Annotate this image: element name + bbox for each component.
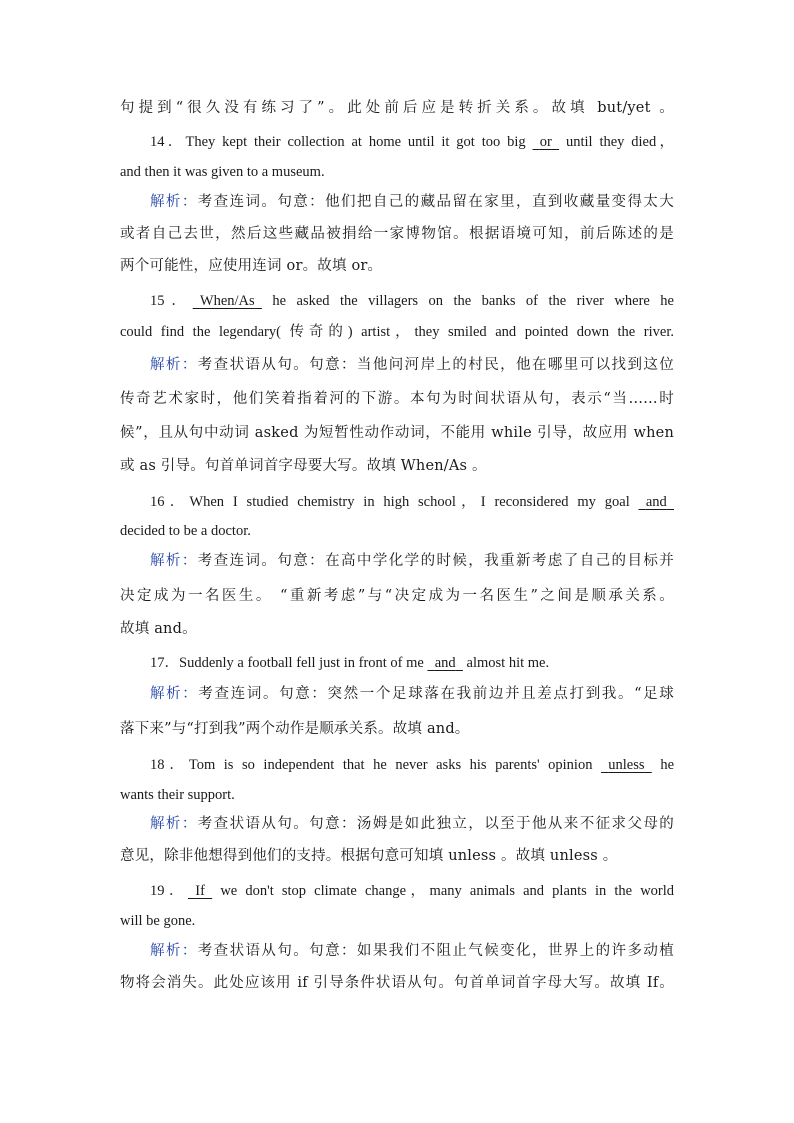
question-18-cont	[120, 785, 674, 805]
explanation-text: 考查状语从句。句意：如果我们不阻止气候变化，世界上的许多动植	[197, 943, 674, 959]
explanation-17-line2	[120, 719, 674, 739]
explanation-15-line4	[120, 456, 674, 476]
question-16	[150, 492, 674, 512]
question-text: decided to be a doctor.	[120, 523, 251, 539]
answer-blank: When/As	[199, 293, 255, 309]
question-text: he asked the villagers on the banks of the river where he	[272, 293, 674, 309]
explanation-text: 决定成为一名医生。 “重新考虑”与“决定成为一名医生”之间是顺承关系。	[120, 588, 674, 604]
explanation-17	[150, 684, 674, 704]
answer-blank: unless	[608, 757, 645, 773]
explanation-label: 解析：	[150, 816, 198, 832]
explanation-label: 解析：	[150, 943, 198, 959]
explanation-15	[150, 355, 674, 375]
explanation-text: 或 as 引导。句首单词首字母要大写。故填 When/As 。	[120, 458, 487, 474]
question-17	[150, 653, 674, 673]
explanation-text: 传奇艺术家时，他们笑着指着河的下游。本句为时间状语从句，表示“当……时	[120, 391, 674, 407]
question-text: until they died，	[565, 134, 674, 150]
explanation-text: 考查连词。句意：他们把自己的藏品留在家里，直到收藏量变得太大	[197, 194, 674, 210]
question-text: 15．	[150, 293, 193, 309]
explanation-text: 或者自己去世，然后这些藏品被捐给一家博物馆。根据语境可知，前后陈述的是	[120, 226, 674, 242]
explanation-text: 考查连词。句意：突然一个足球落在我前边并且差点打到我。“足球	[198, 686, 674, 702]
explanation-text: 故填 and。	[120, 621, 197, 637]
explanation-text: 候”，且从句中动词 asked 为短暂性动作动词，不能用 while 引导，故应用 when	[120, 425, 674, 441]
question-text: wants their support.	[120, 787, 235, 803]
answer-blank: If	[195, 883, 205, 899]
explanation-text: 物将会消失。此处应该用 if 引导条件状语从句。句首单词首字母大写。故填 If。	[120, 975, 674, 991]
explanation-14-line3	[120, 256, 674, 276]
question-text: and then it was given to a museum.	[120, 164, 325, 180]
explanation-label: 解析：	[150, 553, 198, 569]
question-19	[150, 881, 674, 901]
answer-blank: and	[645, 494, 667, 510]
explanation-15-line3	[120, 423, 674, 443]
explanation-label: 解析：	[150, 357, 198, 373]
explanation-14	[150, 192, 674, 212]
prev-explanation-tail	[120, 98, 674, 118]
question-14	[150, 132, 674, 152]
question-text: will be gone.	[120, 913, 196, 929]
question-text: 14．They kept their collection at home until it got too big	[150, 134, 526, 150]
explanation-14-line2	[120, 224, 674, 244]
question-text: almost hit me.	[466, 655, 550, 671]
answer-blank: and	[434, 655, 456, 671]
explanation-text: 考查状语从句。句意：当他问河岸上的村民，他在哪里可以找到这位	[197, 357, 674, 373]
explanation-label: 解析：	[150, 686, 199, 702]
text-line: 句提到“很久没有练习了”。此处前后应是转折关系。故填 but/yet 。	[120, 100, 674, 116]
explanation-text: 考查连词。句意：在高中学化学的时候，我重新考虑了自己的目标并	[197, 553, 674, 569]
question-19-cont	[120, 911, 674, 931]
explanation-16-line3	[120, 619, 674, 639]
question-14-cont	[120, 162, 674, 182]
question-text: we don't stop climate change，many animals and plants in the world	[220, 883, 675, 899]
question-text: could find the legendary( 传奇的) artist，they smiled and pointed down the river.	[120, 324, 674, 340]
answer-blank: or	[539, 134, 552, 150]
question-16-cont	[120, 521, 674, 541]
question-text: 16．When I studied chemistry in high school，I reconsidered my goal	[150, 494, 630, 510]
explanation-text: 考查状语从句。句意：汤姆是如此独立，以至于他从来不征求父母的	[197, 816, 674, 832]
question-text: he	[660, 757, 675, 773]
explanation-label: 解析：	[150, 194, 198, 210]
question-15	[150, 291, 674, 311]
question-text: 17．Suddenly a football fell just in front of me	[150, 655, 424, 671]
explanation-text: 落下来”与“打到我”两个动作是顺承关系。故填 and。	[120, 721, 470, 737]
question-18	[150, 755, 674, 775]
explanation-19	[150, 941, 674, 961]
question-text: 19．	[150, 883, 189, 899]
explanation-18	[150, 814, 674, 834]
question-text: 18．Tom is so independent that he never asks his parents' opinion	[150, 757, 593, 773]
explanation-16-line2	[120, 586, 674, 606]
explanation-18-line2	[120, 846, 674, 866]
question-15-cont	[120, 322, 674, 342]
explanation-text: 两个可能性，应使用连词 or。故填 or。	[120, 258, 383, 274]
explanation-19-line2	[120, 973, 674, 993]
explanation-16	[150, 551, 674, 571]
explanation-text: 意见，除非他想得到他们的支持。根据句意可知填 unless 。故填 unless 。	[120, 848, 618, 864]
explanation-15-line2	[120, 389, 674, 409]
